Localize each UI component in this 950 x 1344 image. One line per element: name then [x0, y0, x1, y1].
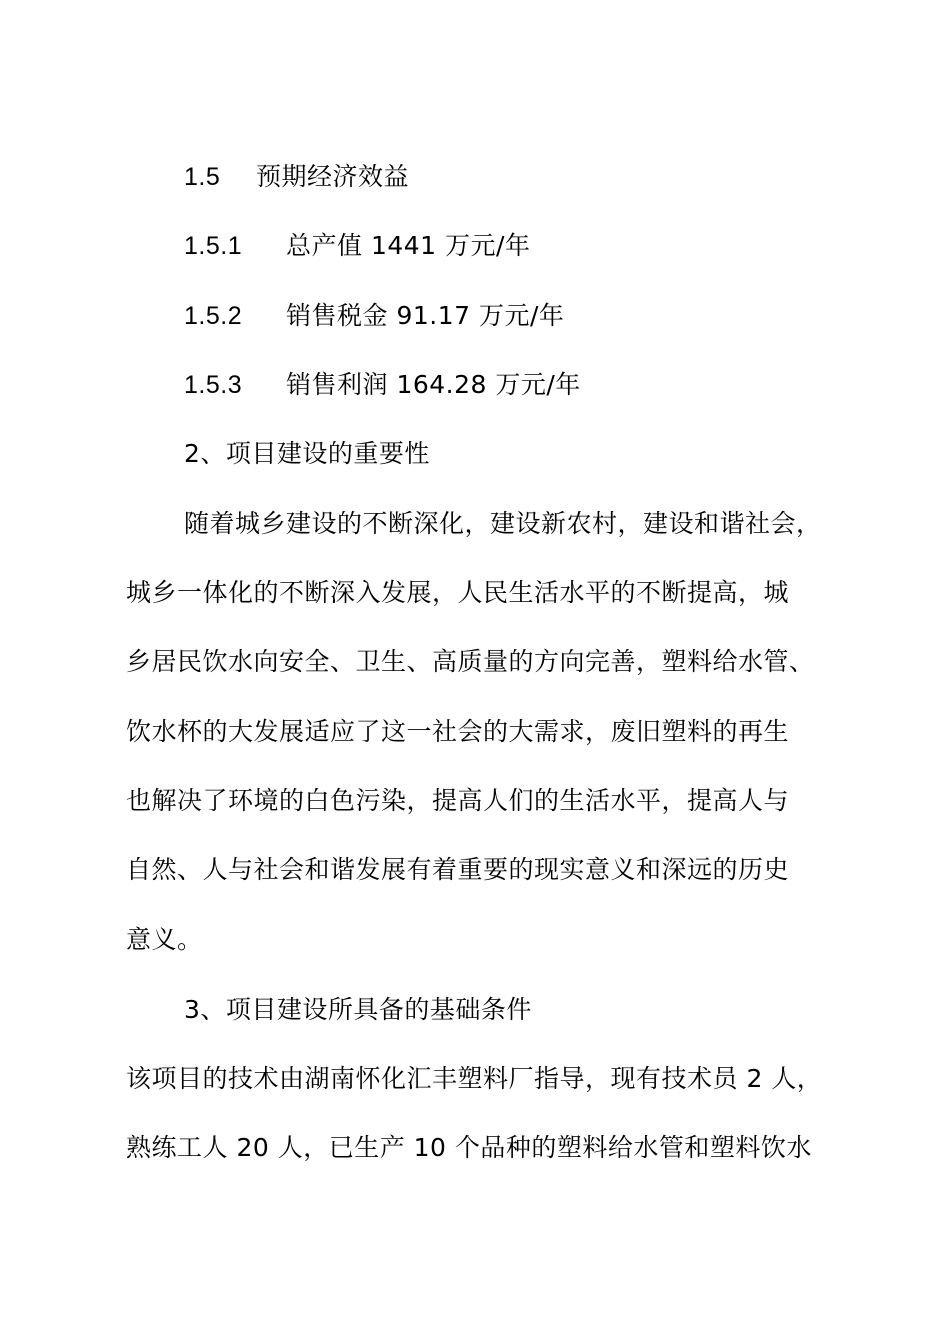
paragraph-line: 熟练工人 20 人，已生产 10 个品种的塑料给水管和塑料饮水 — [126, 1133, 812, 1162]
section-3-heading: 3、项目建设所具备的基础条件 — [184, 995, 532, 1024]
item-1-5-1 — [184, 229, 530, 263]
item-1-5-2 — [184, 299, 564, 333]
item-text: 总产值 1441 万元/年 — [286, 231, 531, 260]
paragraph-line: 意义。 — [126, 925, 203, 954]
item-number: 1.5.1 — [184, 232, 243, 260]
item-number: 1.5.3 — [184, 371, 243, 399]
section-title: 预期经济效益 — [256, 162, 410, 191]
item-text: 销售税金 91.17 万元/年 — [286, 301, 565, 330]
item-text: 销售利润 164.28 万元/年 — [286, 370, 581, 399]
paragraph-line: 乡居民饮水向安全、卫生、高质量的方向完善，塑料给水管、 — [126, 647, 815, 676]
paragraph-line: 随着城乡建设的不断深化，建设新农村，建设和谐社会， — [184, 509, 822, 538]
section-1-5-heading — [184, 160, 409, 194]
paragraph-line: 自然、人与社会和谐发展有着重要的现实意义和深远的历史 — [126, 855, 790, 884]
paragraph-line: 城乡一体化的不断深入发展，人民生活水平的不断提高，城 — [126, 578, 790, 607]
paragraph-line: 饮水杯的大发展适应了这一社会的大需求，废旧塑料的再生 — [126, 717, 790, 746]
section-2-heading: 2、项目建设的重要性 — [184, 439, 430, 468]
item-number: 1.5.2 — [184, 302, 243, 330]
paragraph-line: 该项目的技术由湖南怀化汇丰塑料厂指导，现有技术员 2 人， — [126, 1064, 823, 1093]
item-1-5-3 — [184, 368, 581, 402]
section-number: 1.5 — [184, 163, 221, 191]
paragraph-line: 也解决了环境的白色污染，提高人们的生活水平，提高人与 — [126, 786, 790, 815]
